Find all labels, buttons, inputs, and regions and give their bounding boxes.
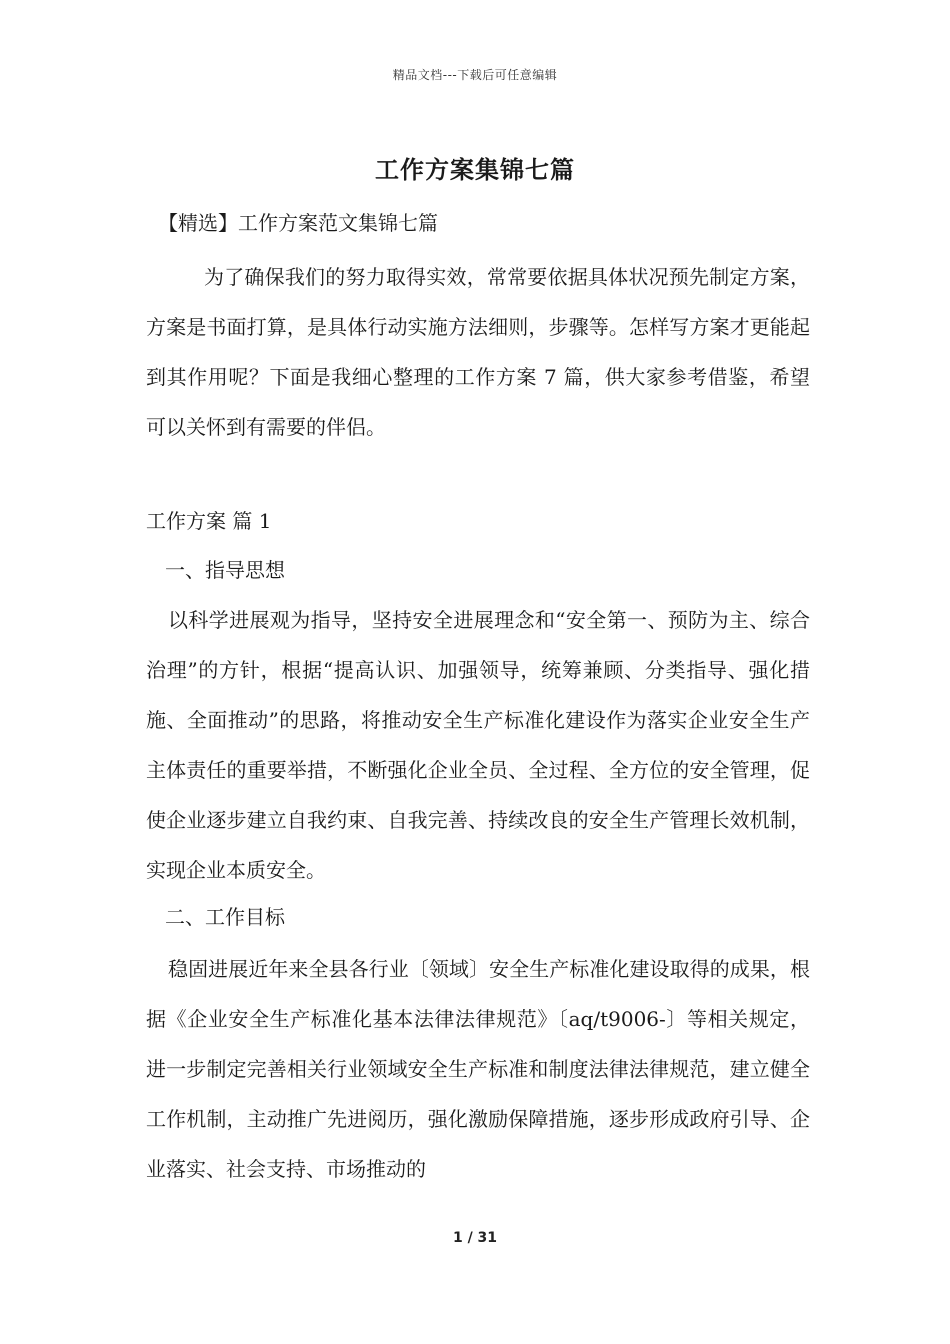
document-title: 工作方案集锦七篇 [375,156,575,184]
section-body-2-text: 稳固进展近年来全县各行业〔领域〕安全生产标准化建设取得的成果，根据《企业安全生产标准化基本法律法律规范》〔aq/t9006-〕等相关规定，进一步制定完善相关行业领域安全生产标准和制度法律法律规范，建立健全工作机制，主动推广先进阅历，强化激励保障措施，逐步形成政府引导、企业落实、社会支持、市场推动的 [146,957,810,1181]
section-heading-1: 一、指导思想 [165,558,285,582]
section-heading-2: 二、工作目标 [165,905,285,929]
document-lead: 【精选】工作方案范文集锦七篇 [158,211,438,235]
article-title: 工作方案 篇 1 [146,509,272,533]
page-header: 精品文档---下载后可任意编辑 [392,68,558,82]
section-body-2 [146,944,810,1194]
intro-text: 为了确保我们的努力取得实效，常常要依据具体状况预先制定方案，方案是书面打算，是具体行动实施方法细则，步骤等。怎样写方案才更能起到其作用呢？下面是我细心整理的工作方案 7 篇，供大家参考借鉴，希望可以关怀到有需要的伴侣。 [146,265,810,439]
page-indicator: 1 / 31 [452,1230,498,1246]
section-body-1 [146,595,810,895]
section-body-1-text: 以科学进展观为指导，坚持安全进展理念和“安全第一、预防为主、综合治理”的方针，根据“提高认识、加强领导，统筹兼顾、分类指导、强化措施、全面推动”的思路，将推动安全生产标准化建设作为落实企业安全生产主体责任的重要举措，不断强化企业全员、全过程、全方位的安全管理，促使企业逐步建立自我约束、自我完善、持续改良的安全生产管理长效机制，实现企业本质安全。 [146,608,810,882]
intro-paragraph [146,252,810,452]
